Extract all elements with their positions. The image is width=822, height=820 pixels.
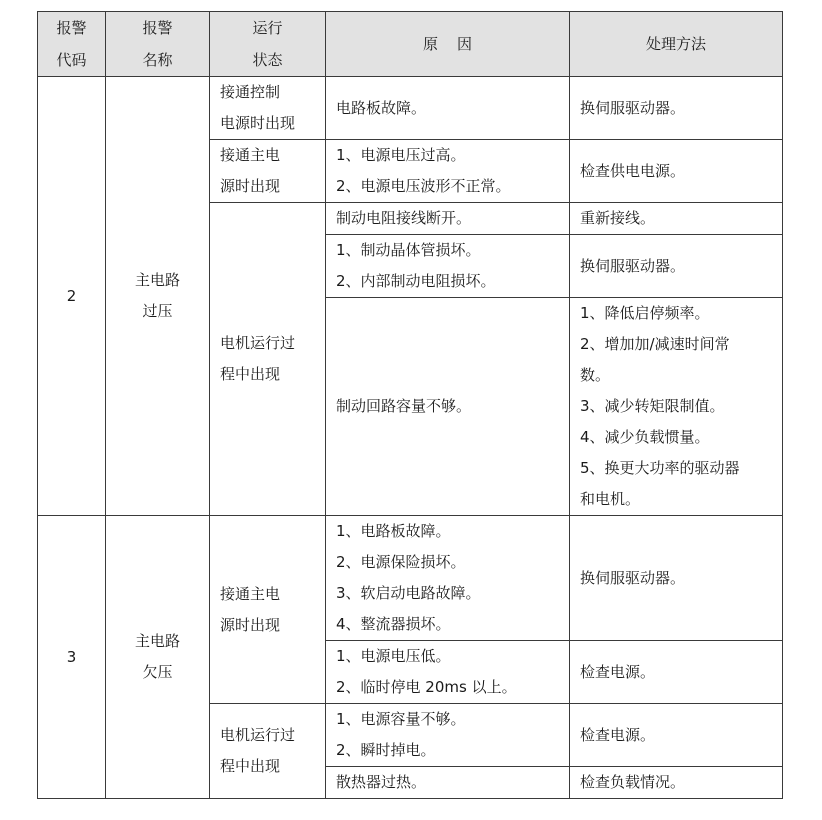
cause-cell: 1、电源电压低。 2、临时停电 20ms 以上。 (326, 641, 570, 704)
method-cell: 检查供电电源。 (570, 140, 783, 203)
method-cell: 1、降低启停频率。 2、增加加/减速时间常 数。 3、减少转矩限制值。 4、减少负载惯量。 5、换更大功率的驱动器 和电机。 (570, 298, 783, 516)
header-alarm-name: 报警 名称 (106, 12, 210, 77)
cause-cell: 制动回路容量不够。 (326, 298, 570, 516)
header-method: 处理方法 (570, 12, 783, 77)
method-cell: 重新接线。 (570, 203, 783, 235)
method-cell: 换伺服驱动器。 (570, 77, 783, 140)
cause-cell: 1、电源电压过高。 2、电源电压波形不正常。 (326, 140, 570, 203)
cause-cell: 制动电阻接线断开。 (326, 203, 570, 235)
method-cell: 检查负载情况。 (570, 767, 783, 799)
run-state-cell: 电机运行过 程中出现 (210, 704, 326, 799)
alarm-table (37, 11, 783, 799)
cause-cell: 1、电路板故障。 2、电源保险损坏。 3、软启动电路故障。 4、整流器损坏。 (326, 516, 570, 641)
alarm-code-cell: 3 (38, 516, 106, 799)
header-run-state: 运行 状态 (210, 12, 326, 77)
cause-cell: 1、制动晶体管损坏。 2、内部制动电阻损坏。 (326, 235, 570, 298)
run-state-cell: 电机运行过 程中出现 (210, 203, 326, 516)
header-cause: 原 因 (326, 12, 570, 77)
header-alarm-code: 报警 代码 (38, 12, 106, 77)
cause-cell: 散热器过热。 (326, 767, 570, 799)
table-row (38, 77, 783, 140)
method-cell: 换伺服驱动器。 (570, 516, 783, 641)
cause-cell: 1、电源容量不够。 2、瞬时掉电。 (326, 704, 570, 767)
cause-cell: 电路板故障。 (326, 77, 570, 140)
table-header-row (38, 12, 783, 77)
run-state-cell: 接通主电 源时出现 (210, 516, 326, 704)
method-cell: 检查电源。 (570, 704, 783, 767)
alarm-name-cell: 主电路 欠压 (106, 516, 210, 799)
run-state-cell: 接通控制 电源时出现 (210, 77, 326, 140)
alarm-name-cell: 主电路 过压 (106, 77, 210, 516)
run-state-cell: 接通主电 源时出现 (210, 140, 326, 203)
alarm-code-cell: 2 (38, 77, 106, 516)
method-cell: 换伺服驱动器。 (570, 235, 783, 298)
table-row (38, 516, 783, 641)
method-cell: 检查电源。 (570, 641, 783, 704)
